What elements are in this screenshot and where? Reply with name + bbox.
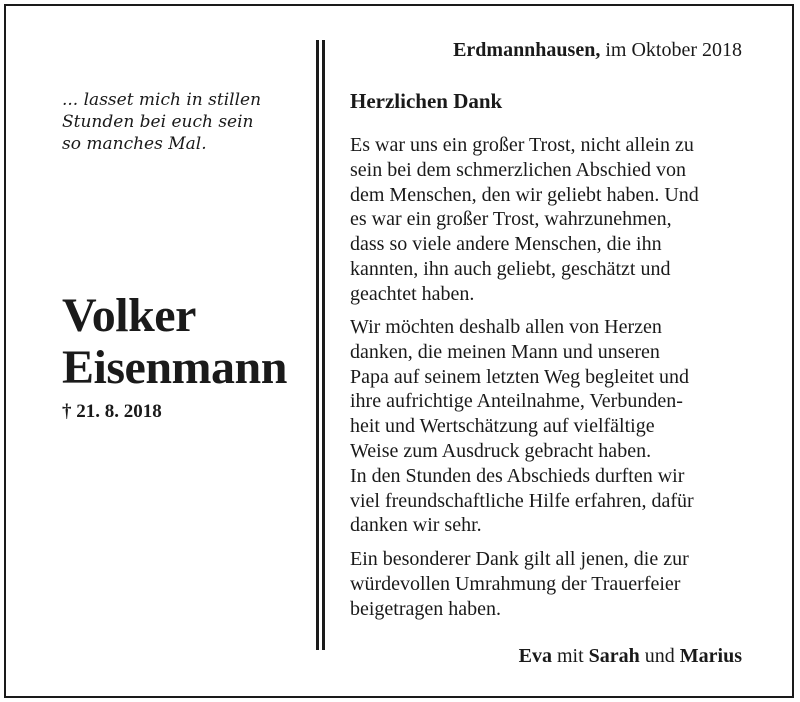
death-date: † 21. 8. 2018 [62, 401, 162, 422]
column-divider-right-rule [322, 40, 325, 650]
paragraph-line: beigetragen haben. [350, 597, 502, 620]
notice-date: im Oktober 2018 [605, 39, 742, 61]
paragraph-line: heit und Wertschätzung auf vielfältige [350, 415, 655, 438]
paragraph-line: ihre aufrichtige Anteilnahme, Verbunden- [350, 390, 683, 413]
paragraph-3 [350, 547, 744, 621]
paragraph-2 [350, 315, 744, 538]
signatory-marius: Marius [679, 645, 742, 667]
deceased-first-name: Volker [62, 289, 196, 342]
signature-conjunction: mit [556, 645, 584, 667]
paragraph-1 [350, 133, 744, 307]
signature-line [519, 644, 742, 668]
motto-line: ... lasset mich in stillen [62, 90, 262, 110]
place-date-line [453, 38, 742, 62]
paragraph-line: es war ein großer Trost, wahrzunehmen, [350, 208, 672, 231]
motto-quote [62, 89, 312, 155]
paragraph-line: viel freundschaftliche Hilfe erfahren, dafür [350, 489, 694, 512]
paragraph-line: kannten, ihn auch geliebt, geschätzt und [350, 257, 671, 280]
column-divider-left-rule [316, 40, 319, 650]
deceased-last-name: Eisenmann [62, 341, 287, 394]
paragraph-line: dem Menschen, den wir geliebt haben. Und [350, 183, 699, 206]
thanks-heading: Herzlichen Dank [350, 89, 503, 113]
paragraph-line: In den Stunden des Abschieds durften wir [350, 464, 685, 487]
paragraph-line: Wir möchten deshalb allen von Herzen [350, 316, 662, 338]
paragraph-line: dass so viele andere Menschen, die ihn [350, 233, 662, 256]
paragraph-line: Es war uns ein großer Trost, nicht allein zu [350, 134, 694, 156]
paragraph-line: danken wir sehr. [350, 514, 482, 537]
signature-conjunction: und [644, 645, 675, 667]
paragraph-line: sein bei dem schmerzlichen Abschied von [350, 158, 687, 181]
paragraph-line: geachtet haben. [350, 282, 475, 305]
paragraph-line: Weise zum Ausdruck gebracht haben. [350, 439, 652, 462]
motto-line: Stunden bei euch sein [62, 112, 254, 132]
paragraph-line: würdevollen Umrahmung der Trauerfeier [350, 572, 681, 595]
motto-line: so manches Mal. [62, 134, 207, 154]
signatory-eva: Eva [518, 645, 552, 667]
paragraph-line: Ein besonderer Dank gilt all jenen, die zur [350, 548, 689, 570]
place-name: Erdmannhausen, [453, 39, 601, 61]
deceased-name [62, 290, 312, 394]
signatory-sarah: Sarah [588, 645, 640, 667]
paragraph-line: Papa auf seinem letzten Weg begleitet und [350, 365, 690, 388]
paragraph-line: danken, die meinen Mann und unseren [350, 340, 660, 363]
